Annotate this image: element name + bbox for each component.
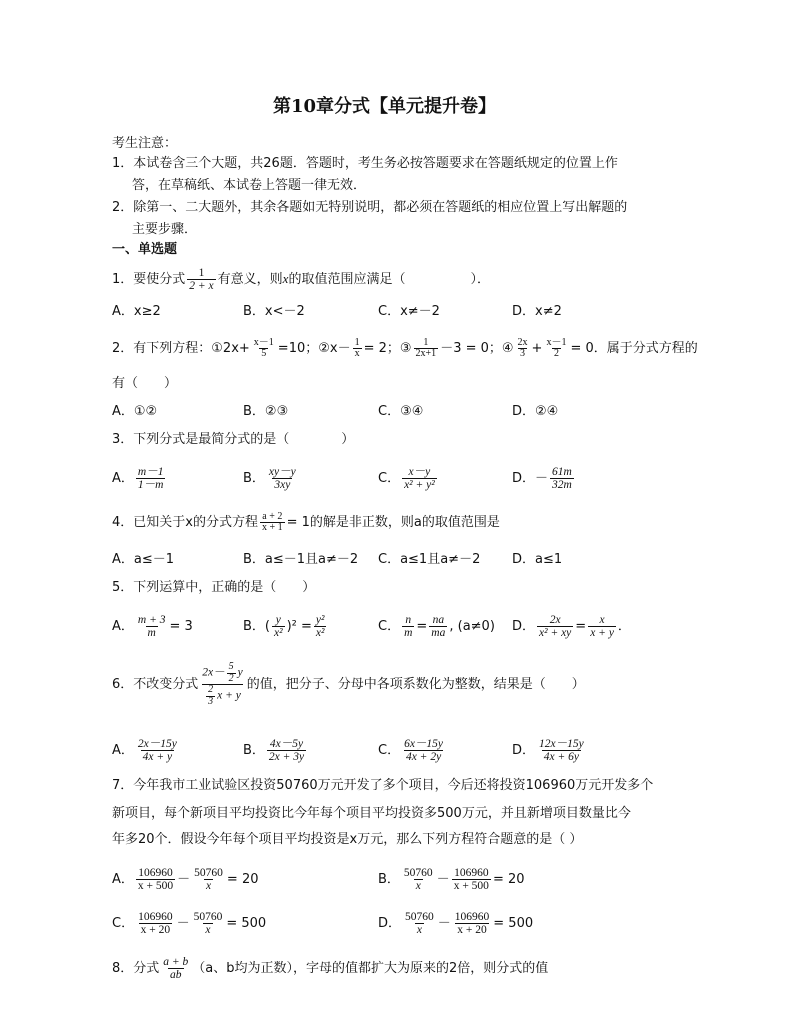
q7-d-label: D． xyxy=(378,916,402,931)
q7-c-frac-1 xyxy=(136,911,175,936)
q2-part-6: = 0．属于分式方程的 xyxy=(570,341,698,356)
q6-a-num: 2x－15y xyxy=(137,737,177,750)
q1-option-b[interactable]: B．x<－2 xyxy=(243,304,305,319)
q2-frac-4-num: 2x xyxy=(517,336,528,348)
q7-d-den-2: x + 20 xyxy=(457,924,487,936)
q3-option-c[interactable] xyxy=(378,462,439,496)
notice-item-2: 2．除第一、二大题外，其余各题如无特别说明，都必须在答题纸的相应位置上写出解题的 xyxy=(112,200,628,215)
q5-c-frac-2 xyxy=(429,614,447,639)
q6-complex-frac xyxy=(200,662,244,707)
q2-frac-5 xyxy=(544,338,568,360)
q7-d-den-1: x xyxy=(416,924,422,936)
q6-num-a: 2x－ xyxy=(202,666,225,679)
q8-frac-den: ab xyxy=(170,969,182,981)
q3-a-label: A． xyxy=(112,471,134,486)
q7-b-num-1: 50760 xyxy=(403,866,433,879)
q5-a-post: = 3 xyxy=(169,619,193,634)
q7-c-den-1: x + 20 xyxy=(140,924,171,936)
q7-b-frac-2 xyxy=(452,867,491,892)
q3-c-den: x² + y² xyxy=(404,479,435,491)
q3-c-frac xyxy=(402,466,437,491)
q2-frac-3 xyxy=(414,338,439,360)
q1-var: x xyxy=(282,271,289,286)
question-5: 5．下列运算中，正确的是（ ） xyxy=(112,580,316,595)
q5-d-den-1: x² + xy xyxy=(539,627,572,639)
q2-part-4: －3 = 0；④ xyxy=(440,341,514,356)
q2-frac-2-den: x xyxy=(354,348,360,359)
q7-d-frac-2 xyxy=(453,911,492,936)
q5-c-den-1: m xyxy=(404,627,413,639)
q7-a-den-2: x xyxy=(205,880,212,892)
q5-option-c[interactable] xyxy=(378,610,495,644)
q6-den-frac-den: 3 xyxy=(208,695,214,707)
question-7-line-2: 新项目，每个新项目平均投资比今年每个项目平均投资多500万元，并且新增项目数量比今 xyxy=(112,806,631,821)
q5-b-label: B．( xyxy=(243,619,270,634)
q2-frac-3-den: 2x+1 xyxy=(415,348,437,359)
q5-d-frac-2 xyxy=(588,614,616,639)
q6-complex-den xyxy=(202,684,243,707)
q7-c-minus: － xyxy=(176,916,190,931)
q6-b-label: B． xyxy=(243,743,265,758)
q5-d-post: ． xyxy=(617,619,631,634)
q6-num-frac xyxy=(227,662,236,684)
q5-b-num-2: y² xyxy=(315,613,325,626)
q6-option-d[interactable] xyxy=(512,734,588,768)
q7-b-den-1: x xyxy=(415,880,421,892)
q7-a-num-1: 106960 xyxy=(138,866,173,879)
q7-d-num-1: 50760 xyxy=(405,910,434,923)
q5-c-label: C． xyxy=(378,619,401,634)
q5-b-num-1: y xyxy=(275,613,281,626)
q3-c-num: x－y xyxy=(408,465,431,478)
q1-frac-den: 2 + x xyxy=(189,280,214,292)
q2-frac-5-num: x－1 xyxy=(546,336,567,348)
q6-pre: 6．不改变分式 xyxy=(112,677,199,692)
q6-c-label: C． xyxy=(378,743,401,758)
q5-c-frac-1 xyxy=(402,614,414,639)
q7-option-c[interactable] xyxy=(112,904,266,944)
q6-b-num: 4x－5y xyxy=(269,737,304,750)
notice-item-1-cont: 答，在草稿纸、本试卷上答题一律无效． xyxy=(132,178,367,193)
section-heading: 一、单选题 xyxy=(112,242,178,257)
q7-c-label: C． xyxy=(112,916,135,931)
q3-d-label: D．－ xyxy=(512,471,549,486)
q6-d-label: D． xyxy=(512,743,536,758)
q7-option-d[interactable] xyxy=(378,904,533,944)
question-1 xyxy=(112,264,490,295)
q6-d-den: 4x + 6y xyxy=(543,751,579,763)
q8-frac xyxy=(161,956,190,981)
q5-d-mid: = xyxy=(575,619,587,634)
q2-frac-1-den: 5 xyxy=(261,348,267,359)
q6-complex-num xyxy=(200,662,244,684)
q8-pre: 8．分式 xyxy=(112,961,160,976)
q4-frac-num: a + 2 xyxy=(262,510,283,522)
q2-part-1: 2．有下列方程：①2x+ xyxy=(112,341,250,356)
q7-c-den-2: x xyxy=(205,924,211,936)
q5-a-den: m xyxy=(147,627,156,639)
q7-a-label: A． xyxy=(112,872,134,887)
q6-num-b: y xyxy=(237,666,243,679)
notice-heading: 考生注意： xyxy=(112,136,178,151)
q7-option-a[interactable] xyxy=(112,860,259,900)
q6-option-b[interactable] xyxy=(243,734,308,768)
q2-frac-3-num: 1 xyxy=(423,336,429,348)
q3-b-num: xy－y xyxy=(268,465,296,478)
q2-frac-5-den: 2 xyxy=(553,348,559,359)
q2-frac-2 xyxy=(353,338,362,360)
q3-a-num: m－1 xyxy=(137,465,164,478)
q5-option-a[interactable] xyxy=(112,610,193,644)
q5-d-frac-1 xyxy=(537,614,573,639)
q1-stem-post: 有意义，则 xyxy=(217,272,283,287)
q7-b-num-2: 106960 xyxy=(454,866,489,879)
question-4 xyxy=(112,508,500,538)
q1-fraction xyxy=(187,267,215,292)
q4-option-d[interactable]: D．a≤1 xyxy=(512,552,563,567)
page-title: 第10章分式【单元提升卷】 xyxy=(273,96,497,117)
q3-b-den: 3xy xyxy=(274,479,291,491)
q5-c-post: , (a≠0) xyxy=(449,619,495,634)
q6-option-a[interactable] xyxy=(112,734,181,768)
q7-b-den-2: x + 500 xyxy=(453,880,489,892)
q6-a-frac xyxy=(136,738,179,763)
q1-option-a[interactable]: A．x≥2 xyxy=(112,304,161,319)
q6-c-frac xyxy=(402,738,445,763)
question-7-line-3: 年多20个．假设今年每个项目平均投资是x万元，那么下列方程符合题意的是（ ） xyxy=(112,832,583,847)
question-2 xyxy=(112,334,698,364)
q7-a-rhs: = 20 xyxy=(226,872,259,887)
q3-b-frac xyxy=(267,466,298,491)
question-8 xyxy=(112,952,548,986)
question-6 xyxy=(112,660,585,710)
q7-b-frac-1 xyxy=(402,867,435,892)
q3-a-den: 1－m xyxy=(137,479,164,491)
q2-frac-4-den: 3 xyxy=(520,348,526,359)
q7-d-num-2: 106960 xyxy=(454,910,490,923)
question-3: 3．下列分式是最简分式的是（ ） xyxy=(112,432,355,447)
q4-option-b[interactable]: B．a≤－1且a≠－2 xyxy=(243,552,359,567)
q2-option-b[interactable]: B．②③ xyxy=(243,404,289,419)
q6-post: 的值，把分子、分母中各项系数化为整数，结果是（ ） xyxy=(246,677,585,692)
q6-d-num: 12x－15y xyxy=(539,737,584,750)
q6-d-frac xyxy=(537,738,586,763)
q6-a-label: A． xyxy=(112,743,134,758)
q5-a-label: A． xyxy=(112,619,134,634)
q7-d-frac-1 xyxy=(403,911,436,936)
q6-den-frac xyxy=(206,685,215,707)
q5-a-frac xyxy=(136,614,168,639)
q3-d-den: 32m xyxy=(552,479,572,491)
q5-d-num-1: 2x xyxy=(549,613,561,626)
q6-num-frac-num: 5 xyxy=(228,661,234,672)
q7-b-rhs: = 20 xyxy=(492,872,525,887)
q5-c-num-2: na xyxy=(432,613,445,626)
q1-stem-end: 的取值范围应满足（ ）． xyxy=(288,272,490,287)
q2-part-3: = 2；③ xyxy=(363,341,412,356)
question-7-line-1: 7．今年我市工业试验区投资50760万元开发了多个项目，今后还将投资106960万元开发多个 xyxy=(112,778,654,793)
q6-b-den: 2x + 3y xyxy=(268,751,305,763)
q5-d-label: D． xyxy=(512,619,536,634)
q4-frac xyxy=(260,512,285,534)
q2-frac-4 xyxy=(516,338,530,360)
q7-b-minus: － xyxy=(436,872,450,887)
q1-stem-pre: 1．要使分式 xyxy=(112,272,186,287)
q4-frac-den: x + 1 xyxy=(261,522,283,533)
q7-a-frac-1 xyxy=(136,867,175,892)
q3-option-b[interactable] xyxy=(243,462,300,496)
q3-c-label: C． xyxy=(378,471,401,486)
q2-option-a[interactable]: A．①② xyxy=(112,404,158,419)
q2-line-2: 有（ ） xyxy=(112,376,178,391)
q7-c-frac-2 xyxy=(192,911,225,936)
q1-frac-num: 1 xyxy=(198,266,205,279)
q7-a-num-2: 50760 xyxy=(194,866,223,879)
q6-b-frac xyxy=(267,738,306,763)
q5-b-frac-1 xyxy=(272,614,285,639)
q3-option-d[interactable] xyxy=(512,462,576,496)
q6-c-num: 6x－15y xyxy=(404,737,444,750)
q5-b-frac-2 xyxy=(314,614,327,639)
q6-den-frac-num: 2 xyxy=(208,684,214,695)
q6-den-b: x + y xyxy=(217,689,241,702)
q3-d-frac xyxy=(550,466,574,491)
q7-c-num-1: 106960 xyxy=(138,910,173,923)
notice-item-2-cont: 主要步骤． xyxy=(132,222,198,237)
q7-a-den-1: x + 500 xyxy=(137,880,174,892)
q5-b-den-2: x² xyxy=(315,627,325,639)
q5-c-den-2: ma xyxy=(431,627,446,639)
q5-a-num: m + 3 xyxy=(137,613,166,626)
q5-option-b[interactable] xyxy=(243,610,328,644)
q6-c-den: 4x + 2y xyxy=(405,751,442,763)
q2-part-5: + xyxy=(531,341,543,356)
q7-option-b[interactable] xyxy=(378,860,525,900)
q8-post: （a、b均为正数），字母的值都扩大为原来的2倍，则分式的值 xyxy=(192,961,549,976)
q3-a-frac xyxy=(136,466,166,491)
q5-b-den-1: x² xyxy=(274,627,283,639)
q8-frac-num: a + b xyxy=(163,955,189,968)
q5-b-mid: )² = xyxy=(286,619,312,634)
q1-option-d[interactable]: D．x≠2 xyxy=(512,304,562,319)
q3-option-a[interactable] xyxy=(112,462,167,496)
q4-pre: 4．已知关于x的分式方程 xyxy=(112,515,258,530)
q7-c-num-2: 50760 xyxy=(193,910,223,923)
notice-item-1: 1．本试卷含三个大题，共26题．答题时，考生务必按答题要求在答题纸规定的位置上作 xyxy=(112,156,618,171)
q7-d-rhs: = 500 xyxy=(493,916,534,931)
q7-c-rhs: = 500 xyxy=(226,916,267,931)
q5-c-num-1: n xyxy=(405,613,412,626)
q6-a-den: 4x + y xyxy=(142,751,173,763)
q1-option-c[interactable]: C．x≠－2 xyxy=(378,304,440,319)
q4-option-a[interactable]: A．a≤－1 xyxy=(112,552,175,567)
q3-d-num: 61m xyxy=(552,465,572,478)
q6-option-c[interactable] xyxy=(378,734,447,768)
q5-d-den-2: x + y xyxy=(590,627,614,639)
q2-option-d[interactable]: D．②④ xyxy=(512,404,559,419)
q7-a-frac-2 xyxy=(192,867,225,892)
q4-post: = 1的解是非正数，则a的取值范围是 xyxy=(286,515,500,530)
q4-option-c[interactable]: C．a≤1且a≠－2 xyxy=(378,552,481,567)
q2-part-2: =10；②x－ xyxy=(277,341,351,356)
q7-b-label: B． xyxy=(378,872,400,887)
q2-frac-2-num: 1 xyxy=(354,336,360,348)
q2-frac-1 xyxy=(252,338,276,360)
q3-b-label: B． xyxy=(243,471,265,486)
q5-option-d[interactable] xyxy=(512,610,631,644)
q2-frac-1-num: x－1 xyxy=(253,336,274,348)
q7-a-minus: － xyxy=(177,872,191,887)
q2-option-c[interactable]: C．③④ xyxy=(378,404,424,419)
q6-num-frac-den: 2 xyxy=(228,672,234,684)
q7-d-minus: － xyxy=(437,916,451,931)
q5-c-mid: = xyxy=(416,619,428,634)
q5-d-num-2: x xyxy=(599,613,605,626)
